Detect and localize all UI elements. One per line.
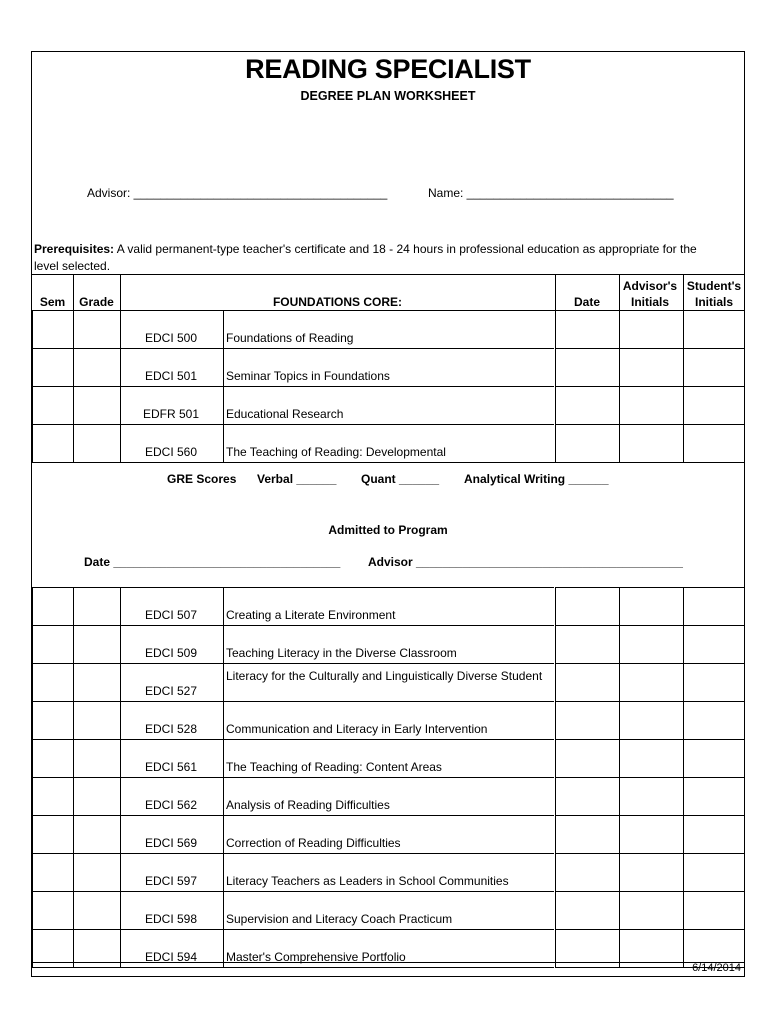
title-divider: [223, 310, 224, 348]
header-top-rule: [32, 274, 744, 275]
grade-cell[interactable]: [73, 348, 121, 387]
course-code: EDCI 594: [144, 950, 198, 964]
section-rule: [32, 462, 744, 463]
advisor-initials-cell[interactable]: [619, 424, 684, 463]
student-initials-cell[interactable]: [683, 739, 745, 778]
course-code: EDCI 509: [144, 646, 198, 660]
divider: [619, 274, 620, 310]
sem-cell[interactable]: [32, 815, 74, 854]
row-divider: [120, 424, 554, 425]
title-divider: [223, 587, 224, 625]
date-cell[interactable]: [555, 777, 620, 816]
admission-date-field[interactable]: Date __________________________________: [84, 555, 341, 569]
sem-cell[interactable]: [32, 853, 74, 892]
course-code: EDCI 561: [144, 760, 198, 774]
date-cell[interactable]: [555, 663, 620, 702]
course-title: Analysis of Reading Difficulties: [226, 798, 390, 812]
course-code: EDCI 560: [144, 445, 198, 459]
title-divider: [223, 777, 224, 815]
date-cell[interactable]: [555, 587, 620, 626]
course-title: Seminar Topics in Foundations: [226, 369, 390, 383]
advisor-initials-cell[interactable]: [619, 853, 684, 892]
gre-verbal-field[interactable]: Verbal ______: [257, 472, 337, 486]
course-code: EDCI 528: [144, 722, 198, 736]
sem-cell[interactable]: [32, 424, 74, 463]
row-divider: [120, 587, 554, 588]
advisor-initials-cell[interactable]: [619, 777, 684, 816]
date-cell[interactable]: [555, 348, 620, 387]
grade-cell[interactable]: [73, 310, 121, 349]
prerequisites-line: [34, 242, 697, 256]
advisor-initials-cell[interactable]: [619, 739, 684, 778]
row-divider: [120, 701, 554, 702]
title-divider: [223, 386, 224, 424]
sem-header: Sem: [39, 295, 66, 309]
row-divider: [120, 310, 554, 311]
course-code: EDCI 569: [144, 836, 198, 850]
advisor-initials-cell[interactable]: [619, 663, 684, 702]
grade-header: Grade: [79, 295, 114, 309]
course-title: Communication and Literacy in Early Intervention: [226, 722, 488, 736]
row-divider: [120, 815, 554, 816]
student-initials-cell[interactable]: [683, 853, 745, 892]
title-divider: [223, 663, 224, 701]
course-code: EDCI 562: [144, 798, 198, 812]
gre-scores-label: GRE Scores: [167, 472, 237, 486]
grade-cell[interactable]: [73, 891, 121, 930]
date-header: Date: [573, 295, 600, 309]
student-initials-cell[interactable]: [683, 348, 745, 387]
advisor-initials-cell[interactable]: [619, 310, 684, 349]
sem-cell[interactable]: [32, 701, 74, 740]
row-divider: [120, 891, 554, 892]
grade-cell[interactable]: [73, 663, 121, 702]
grade-cell[interactable]: [73, 625, 121, 664]
advisor-initials-cell[interactable]: [619, 386, 684, 425]
advisor-initials-cell[interactable]: [619, 701, 684, 740]
title-divider: [223, 739, 224, 777]
student-initials-cell[interactable]: [683, 310, 745, 349]
advisors-initials-header: Advisor's Initials: [622, 279, 678, 309]
title-divider: [223, 348, 224, 386]
course-title: Correction of Reading Difficulties: [226, 836, 401, 850]
row-divider: [120, 739, 554, 740]
advisor-initials-cell[interactable]: [619, 587, 684, 626]
admitted-title: Admitted to Program: [328, 523, 448, 537]
sem-cell[interactable]: [32, 891, 74, 930]
sem-cell[interactable]: [32, 777, 74, 816]
worksheet: [31, 51, 745, 977]
grade-cell[interactable]: [73, 424, 121, 463]
title-divider: [223, 815, 224, 853]
course-code: EDCI 597: [144, 874, 198, 888]
course-title: Literacy for the Culturally and Linguistically Diverse Student: [226, 669, 543, 683]
prerequisites-label: Prerequisites:: [34, 242, 115, 256]
grade-cell[interactable]: [73, 587, 121, 626]
students-initials-header: Student's Initials: [686, 279, 742, 309]
sem-cell[interactable]: [32, 310, 74, 349]
date-cell[interactable]: [555, 739, 620, 778]
row-divider: [120, 967, 554, 968]
advisor-initials-cell[interactable]: [619, 891, 684, 930]
advisor-initials-cell[interactable]: [619, 625, 684, 664]
row-divider: [120, 625, 554, 626]
grade-cell[interactable]: [73, 386, 121, 425]
course-code: EDFR 501: [142, 407, 200, 421]
grade-cell[interactable]: [73, 777, 121, 816]
row-divider: [120, 777, 554, 778]
footer-rule: [32, 962, 744, 963]
date-cell[interactable]: [555, 424, 620, 463]
row-divider: [120, 929, 554, 930]
prerequisites-text-cont: level selected.: [34, 259, 111, 273]
sem-cell[interactable]: [32, 348, 74, 387]
course-title: The Teaching of Reading: Content Areas: [226, 760, 442, 774]
student-initials-cell[interactable]: [683, 777, 745, 816]
title-divider: [223, 701, 224, 739]
sem-cell[interactable]: [32, 625, 74, 664]
date-cell[interactable]: [555, 815, 620, 854]
name-field[interactable]: Name: _______________________________: [428, 186, 674, 200]
grade-cell[interactable]: [73, 701, 121, 740]
course-title: Creating a Literate Environment: [226, 608, 396, 622]
title-divider: [223, 891, 224, 929]
advisor-field[interactable]: Advisor: ______________________________________: [87, 186, 388, 200]
course-code: EDCI 501: [144, 369, 198, 383]
student-initials-cell[interactable]: [683, 587, 745, 626]
sem-cell[interactable]: [32, 739, 74, 778]
course-code: EDCI 527: [144, 684, 198, 698]
prerequisites-text: A valid permanent-type teacher's certificate and 18 - 24 hours in professional education as appropriate for the: [116, 242, 697, 256]
title-divider: [223, 625, 224, 663]
course-code: EDCI 500: [144, 331, 198, 345]
row-divider: [120, 386, 554, 387]
course-title: Foundations of Reading: [226, 331, 354, 345]
course-title: Teaching Literacy in the Diverse Classroom: [226, 646, 457, 660]
page-subtitle: DEGREE PLAN WORKSHEET: [300, 89, 476, 103]
gre-quant-field[interactable]: Quant ______: [361, 472, 440, 486]
date-cell[interactable]: [555, 386, 620, 425]
student-initials-cell[interactable]: [683, 424, 745, 463]
sem-cell[interactable]: [32, 587, 74, 626]
sem-cell[interactable]: [32, 663, 74, 702]
grade-cell[interactable]: [73, 853, 121, 892]
grade-cell[interactable]: [73, 739, 121, 778]
revision-date: 6/14/2014: [692, 962, 741, 974]
date-cell[interactable]: [555, 891, 620, 930]
foundations-core-header: FOUNDATIONS CORE:: [272, 295, 403, 309]
advisor-initials-cell[interactable]: [619, 815, 684, 854]
title-divider: [223, 424, 224, 462]
course-title: Supervision and Literacy Coach Practicum: [226, 912, 453, 926]
gre-writing-field[interactable]: Analytical Writing ______: [464, 472, 609, 486]
row-divider: [120, 348, 554, 349]
student-initials-cell[interactable]: [683, 815, 745, 854]
admission-advisor-field[interactable]: Advisor ________________________________________: [368, 555, 683, 569]
course-code: EDCI 507: [144, 608, 198, 622]
page-title: READING SPECIALIST: [245, 54, 531, 84]
advisor-initials-cell[interactable]: [619, 348, 684, 387]
course-code: EDCI 598: [144, 912, 198, 926]
student-initials-cell[interactable]: [683, 891, 745, 930]
date-cell[interactable]: [555, 853, 620, 892]
student-initials-cell[interactable]: [683, 663, 745, 702]
course-title: The Teaching of Reading: Developmental: [226, 445, 446, 459]
grade-cell[interactable]: [73, 815, 121, 854]
date-cell[interactable]: [555, 625, 620, 664]
student-initials-cell[interactable]: [683, 625, 745, 664]
course-title: Literacy Teachers as Leaders in School Communities: [226, 874, 509, 888]
row-divider: [120, 663, 554, 664]
student-initials-cell[interactable]: [683, 701, 745, 740]
course-title: Master's Comprehensive Portfolio: [226, 950, 406, 964]
sem-cell[interactable]: [32, 386, 74, 425]
row-divider: [120, 853, 554, 854]
title-divider: [223, 853, 224, 891]
course-title: Educational Research: [226, 407, 344, 421]
student-initials-cell[interactable]: [683, 386, 745, 425]
date-cell[interactable]: [555, 701, 620, 740]
date-cell[interactable]: [555, 310, 620, 349]
